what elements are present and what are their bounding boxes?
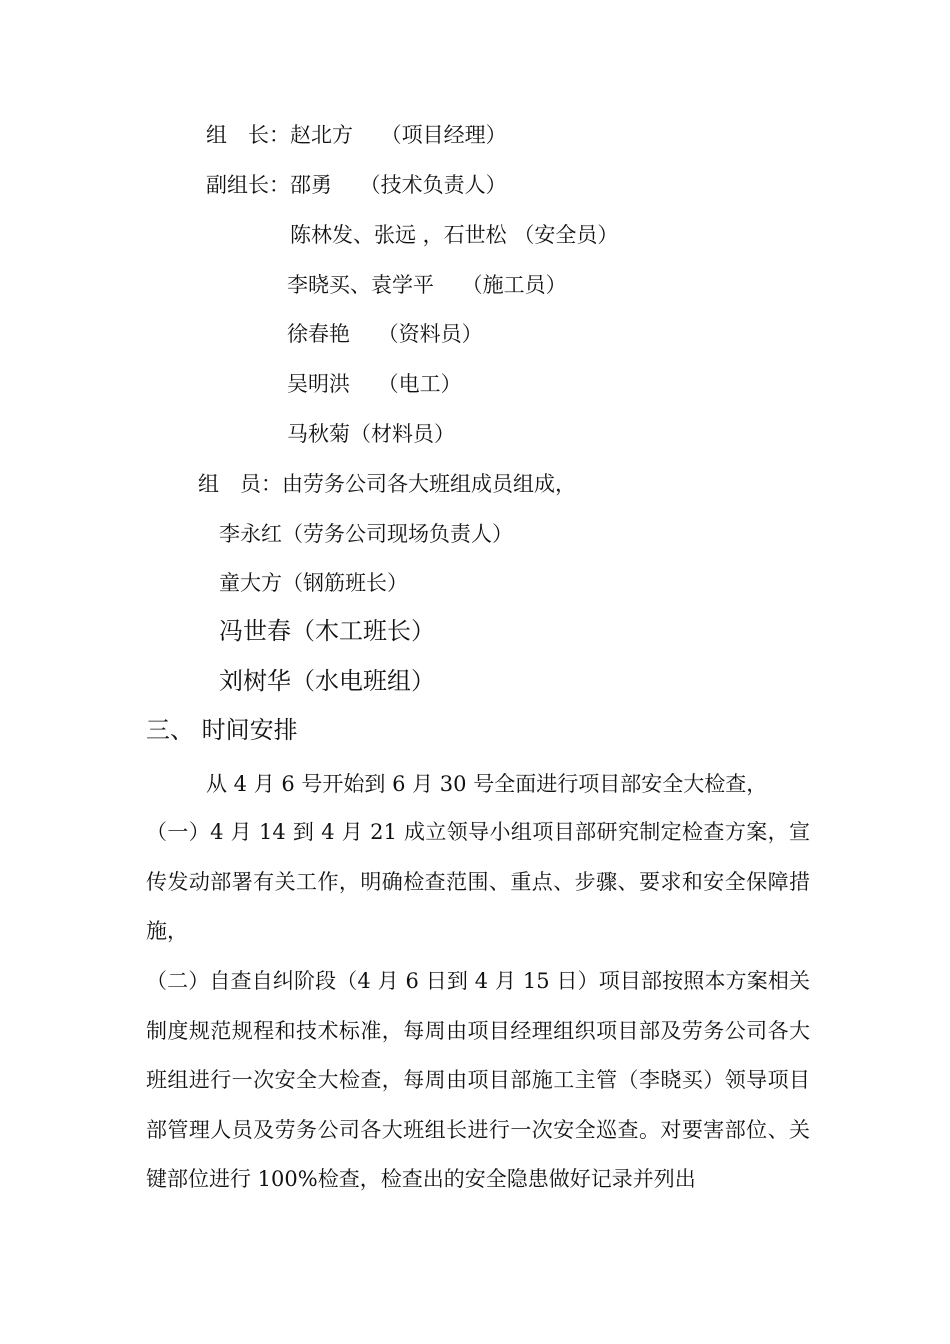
crew-leader-line: 李永红（劳务公司现场负责人） — [219, 522, 513, 546]
safety-officers-line: 陈林发、张远 ，石世松 （安全员） — [290, 223, 619, 247]
construction-staff-line: 李晓买、袁学平 （施工员） — [287, 273, 567, 297]
leader-line: 组 长：赵北方 （项目经理） — [206, 123, 507, 147]
schedule-intro: 从 4 月 6 号开始到 6 月 30 号全面进行项目部安全大检查， — [206, 772, 768, 796]
section-heading: 三、 时间安排 — [146, 716, 298, 744]
plumbing-electric-crew-line: 刘树华（水电班组） — [219, 667, 435, 695]
carpentry-foreman-line: 冯世春（木工班长） — [219, 617, 435, 645]
deputy-leader-line: 副组长：邵勇 （技术负责人） — [206, 173, 507, 197]
electrician-line: 吴明洪 （电工） — [287, 372, 462, 396]
phase-two-paragraph: （二）自查自纠阶段（4 月 6 日到 4 月 15 日）项目部按照本方案相关制度规范规程和技术标准，每周由项目经理组织项目部及劳务公司各大班组进行一次安全大检查，每周由项目部施工主管（李晓买）领导项目部管理人员及劳务公司各大班组长进行一次安全巡查。对要害部位、关键部位进行 100%检查，检查出的安全隐患做好记录并列出 — [146, 969, 810, 1192]
rebar-foreman-line: 童大方（钢筋班长） — [219, 571, 408, 595]
phase-one-paragraph: （一）4 月 14 到 4 月 21 成立领导小组项目部研究制定检查方案，宣传发动部署有关工作，明确检查范围、重点、步骤、要求和安全保障措施， — [146, 820, 810, 944]
materials-clerk-line: 马秋菊（材料员） — [287, 422, 455, 446]
members-intro-line: 组 员：由劳务公司各大班组成员组成， — [198, 472, 576, 496]
records-clerk-line: 徐春艳 （资料员） — [287, 322, 483, 346]
